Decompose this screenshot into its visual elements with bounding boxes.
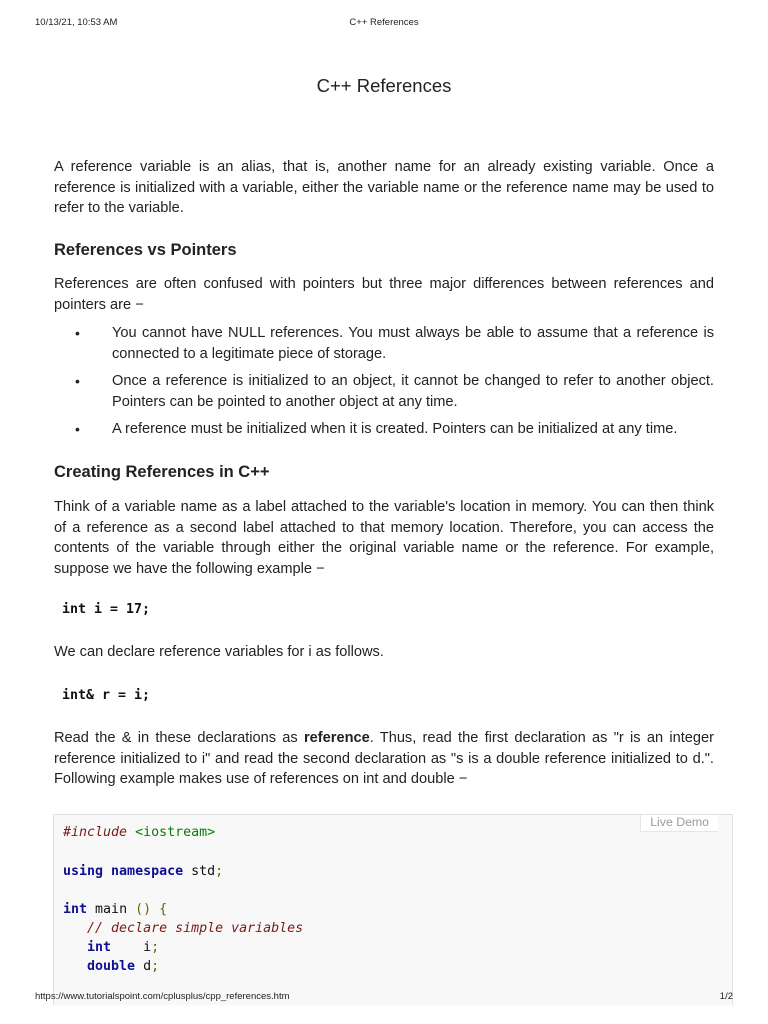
list-item <box>54 371 714 412</box>
bold-reference-term: reference <box>304 730 370 746</box>
code-line-main: int main () { <box>63 902 168 917</box>
code-line-include: #include <iostream> <box>63 825 216 840</box>
live-demo-button[interactable]: Live Demo <box>640 815 718 832</box>
code-snippet-int-ref: int& r = i; <box>62 688 151 703</box>
section2-paragraph-3: Read the & in these declarations as reference. Thus, read the first declaration as "r is an integer reference initialized to i" and read the second declaration as "s is a double reference initialized to d.". Following example makes use of references on int and double − <box>54 730 714 788</box>
section1-lead-block <box>54 274 714 315</box>
section-creating-references <box>54 463 714 482</box>
print-doc-title: C++ References <box>349 17 419 28</box>
code-line-using: using namespace std; <box>63 864 224 879</box>
section2-paragraph-2: We can declare reference variables for i as follows. <box>54 644 384 660</box>
list-item <box>54 323 714 364</box>
section-heading-creating-references: Creating References in C++ <box>54 463 270 481</box>
bullet-icon: • <box>75 373 80 390</box>
page-title: C++ References <box>316 75 452 96</box>
print-datetime: 10/13/21, 10:53 AM <box>35 17 118 28</box>
section2-para3-block <box>54 728 714 790</box>
list-item-text: A reference must be initialized when it is created. Pointers can be initialized at any time. <box>112 421 678 438</box>
intro-paragraph: A reference variable is an alias, that is, another name for an already existing variable. Once a reference is initialized with a variable, either the variable name or the reference name may be used to refer to the variable. <box>54 159 714 217</box>
section-references-vs-pointers <box>54 241 714 260</box>
intro-block <box>54 157 714 219</box>
section1-lead-paragraph: References are often confused with pointers but three major differences between references and pointers are − <box>54 276 714 313</box>
print-page-number: 1/2 <box>719 991 733 1002</box>
section2-para2-block <box>54 642 714 663</box>
print-url: https://www.tutorialspoint.com/cplusplus/cpp_references.htm <box>35 991 290 1002</box>
differences-list-block <box>54 323 714 447</box>
print-header <box>35 17 733 31</box>
code-line-comment: // declare simple variables <box>87 921 304 936</box>
differences-list <box>54 323 714 440</box>
list-item <box>54 419 714 440</box>
bullet-icon: • <box>75 325 80 341</box>
list-item-text: Once a reference is initialized to an object, it cannot be changed to refer to another object. Pointers can be pointed to another object at any time. <box>112 373 714 410</box>
code-example-block <box>53 814 733 1005</box>
section2-paragraph-1: Think of a variable name as a label attached to the variable's location in memory. You can then think of a reference as a second label attached to that memory location. Therefore, you can access the contents of the variable through either the original variable name or the reference. For example, suppose we have the following example − <box>54 499 714 577</box>
print-footer <box>35 991 733 1005</box>
bullet-icon: • <box>75 421 80 438</box>
code-snippet-int-i: int i = 17; <box>62 602 151 617</box>
code-line-double-d: double d; <box>87 959 160 974</box>
code-line-int-i: int i; <box>87 940 160 955</box>
list-item-text: You cannot have NULL references. You must always be able to assume that a reference is connected to a legitimate piece of storage. <box>112 325 714 362</box>
section2-para1-block <box>54 497 714 579</box>
section-heading-references-vs-pointers: References vs Pointers <box>54 241 237 259</box>
